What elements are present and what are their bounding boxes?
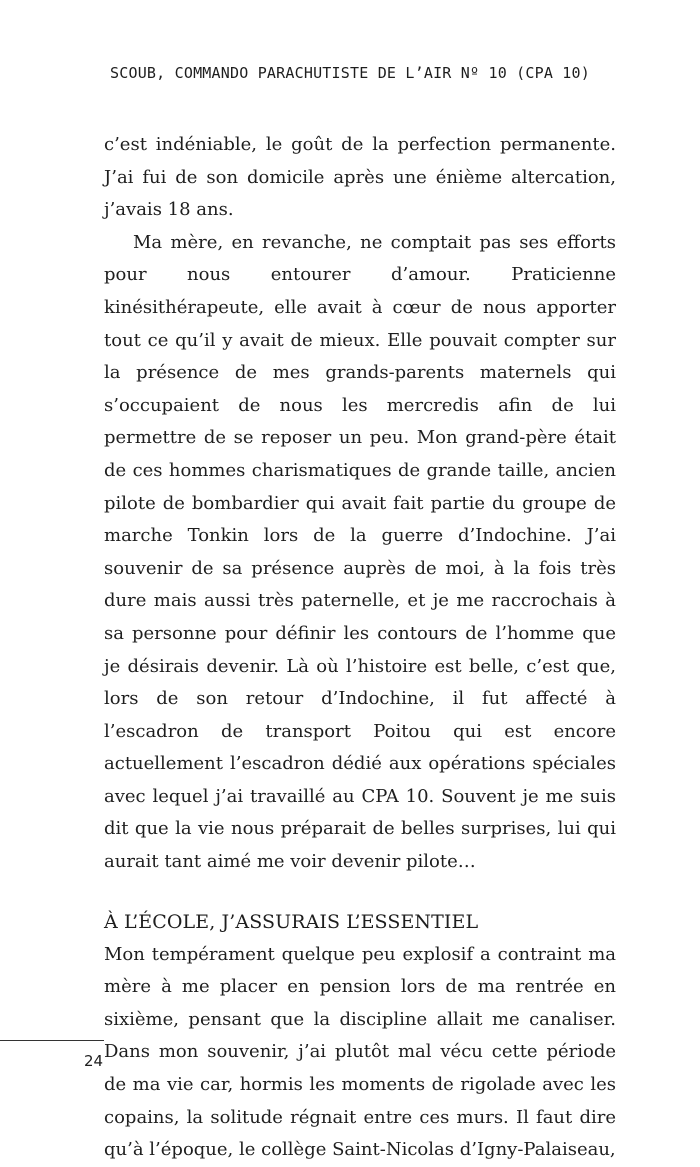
page-number: 24: [84, 1052, 104, 1070]
running-head: SCOUB, COMMANDO PARACHUTISTE DE L’AIR Nº 10 (CPA 10): [110, 64, 590, 82]
paragraph-school: Mon tempérament quelque peu explosif a contraint ma mère à me placer en pension lors de ma rentrée en sixième, pensant que la discipline allait me canaliser. Dans mon souvenir, j’ai plutôt mal vécu cette période de ma vie car, hormis les moments de rigolade avec les copains, la solitude régnait entre ces murs. Il faut dire qu’à l’époque, le collège Saint-Nicolas d’Igny-Palaiseau,: [104, 943, 616, 1161]
footer-rule: [0, 1040, 104, 1041]
body-text: [104, 129, 616, 1167]
paragraph-mother: Ma mère, en revanche, ne comptait pas ses efforts pour nous entourer d’amour. Praticienne kinésithérapeute, elle avait à cœur de nous apporter tout ce qu’il y avait de mieux. Elle pouvait compter sur la présence de mes grands-parents maternels qui s’occupaient de nous les mercredis afin de lui permettre de se reposer un peu. Mon grand-père était de ces hommes charismatiques de grande taille, ancien pilote de bombardier qui avait fait partie du groupe de marche Tonkin lors de la guerre d’Indochine. J’ai souvenir de sa présence auprès de moi, à la fois très dure mais aussi très paternelle, et je me raccrochais à sa personne pour définir les contours de l’homme que je désirais devenir. Là où l’histoire est belle, c’est que, lors de son retour d’Indochine, il fut affecté à l’escadron de transport Poitou qui est encore actuellement l’escadron dédié aux opérations spéciales avec lequel j’ai travaillé au CPA 10. Souvent je me suis dit que la vie nous préparait de belles surprises, lui qui aurait tant aimé me voir devenir pilote…: [104, 231, 616, 873]
section-heading: À L’ÉCOLE, J’ASSURAIS L’ESSENTIEL: [104, 910, 479, 933]
paragraph-continuation: c’est indéniable, le goût de la perfection permanente. J’ai fui de son domicile après une énième altercation, j’avais 18 ans.: [104, 134, 616, 221]
